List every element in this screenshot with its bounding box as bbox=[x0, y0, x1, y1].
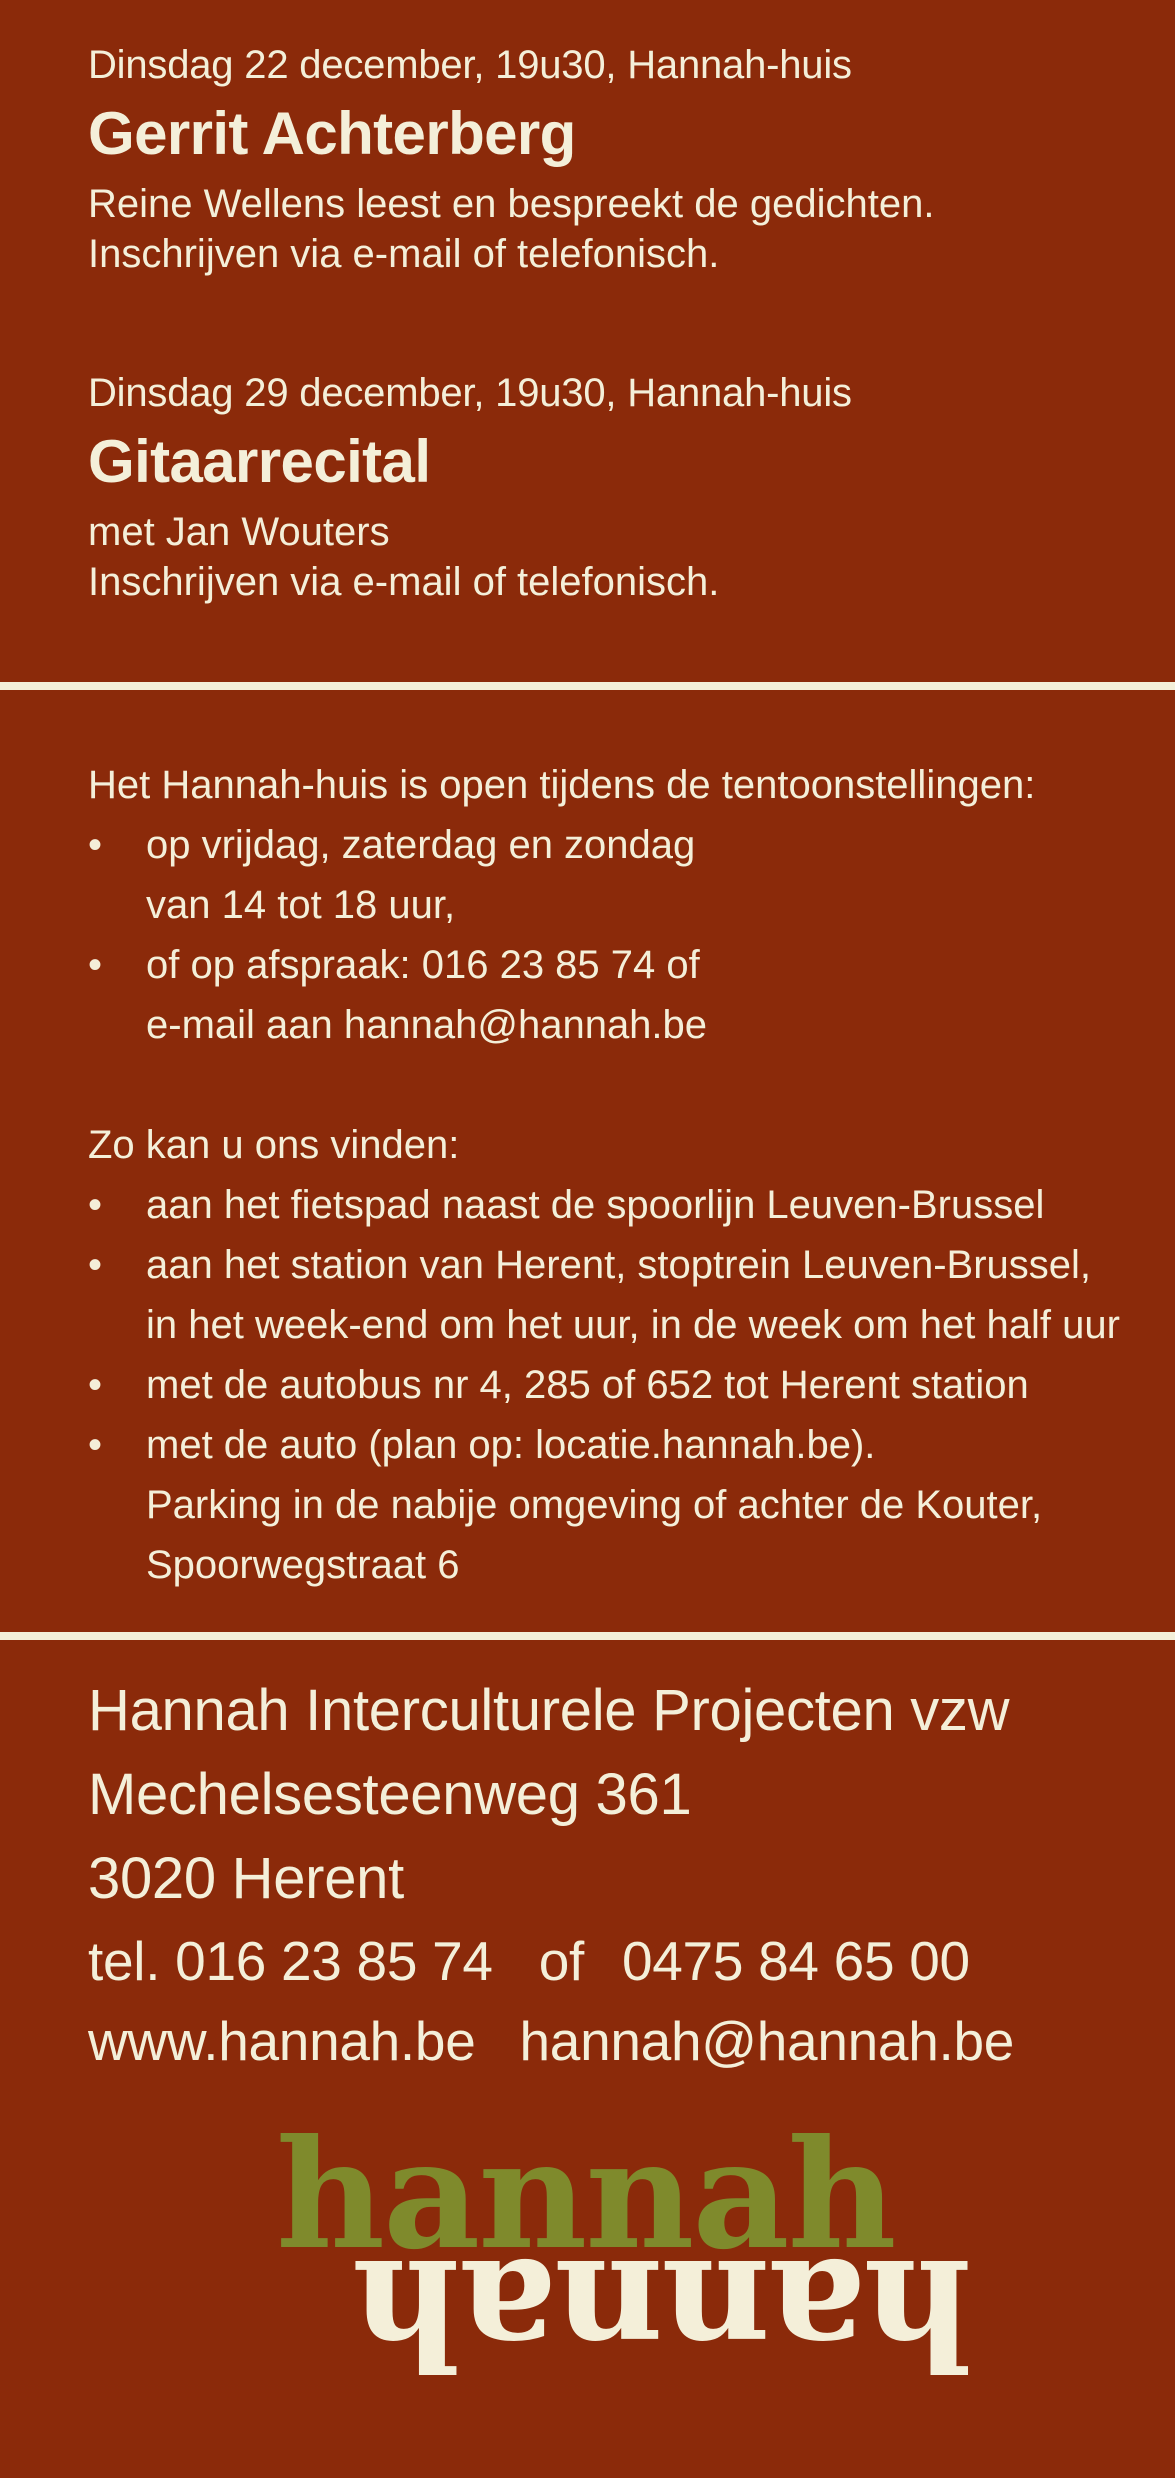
bullet-icon: • bbox=[88, 823, 103, 867]
divider-bottom bbox=[0, 1632, 1175, 1640]
event-registration: Inschrijven via e-mail of telefonisch. bbox=[88, 560, 720, 604]
list-item-line: met de autobus nr 4, 285 of 652 tot Herent station bbox=[146, 1363, 1029, 1407]
list-item bbox=[88, 1175, 1163, 1235]
divider-top bbox=[0, 682, 1175, 690]
logo-word-inverted: hannah bbox=[354, 2225, 973, 2401]
web-line bbox=[88, 2001, 1148, 2081]
info-section bbox=[0, 697, 1175, 1625]
directions bbox=[88, 1115, 1163, 1595]
list-item-line: van 14 tot 18 uur, bbox=[146, 883, 456, 927]
opening-heading: Het Hannah-huis is open tijdens de tentoonstellingen: bbox=[88, 763, 1036, 807]
list-item-line: Parking in de nabije omgeving of achter de Kouter, bbox=[146, 1483, 1043, 1527]
bullet-icon: • bbox=[88, 943, 103, 987]
event-gerrit-achterberg bbox=[88, 40, 1118, 279]
list-item bbox=[88, 1235, 1163, 1355]
website-link[interactable]: www.hannah.be bbox=[88, 2010, 476, 2072]
bullet-icon: • bbox=[88, 1423, 103, 1467]
email-link[interactable]: hannah@hannah.be bbox=[519, 2010, 1015, 2072]
contact-address bbox=[88, 1669, 1148, 2081]
bullet-icon: • bbox=[88, 1183, 103, 1227]
list-item bbox=[88, 935, 1163, 1055]
list-item-line: Spoorwegstraat 6 bbox=[146, 1543, 460, 1587]
street-address: Mechelsesteenweg 361 bbox=[88, 1762, 692, 1827]
event-title: Gitaarrecital bbox=[88, 428, 431, 495]
list-item-line: of op afspraak: 016 23 85 74 of bbox=[146, 943, 700, 987]
list-item-line: met de auto (plan op: locatie.hannah.be). bbox=[146, 1423, 876, 1467]
logo-word-upright: hannah bbox=[276, 2107, 895, 2283]
list-item bbox=[88, 1355, 1163, 1415]
telephone-line bbox=[88, 1921, 1148, 2001]
event-date: Dinsdag 22 december, 19u30, Hannah-huis bbox=[88, 43, 852, 87]
bullet-icon: • bbox=[88, 1363, 103, 1407]
list-item-line: in het week-end om het uur, in de week om het half uur bbox=[146, 1303, 1120, 1347]
telephone-or: of bbox=[538, 1930, 584, 1992]
event-gitaarrecital bbox=[88, 368, 1118, 607]
directions-heading: Zo kan u ons vinden: bbox=[88, 1123, 460, 1167]
event-registration: Inschrijven via e-mail of telefonisch. bbox=[88, 232, 720, 276]
opening-hours bbox=[88, 755, 1163, 1055]
list-item bbox=[88, 815, 1163, 935]
opening-list bbox=[88, 815, 1163, 1055]
hannah-logo bbox=[276, 2107, 973, 2410]
event-description: met Jan Wouters bbox=[88, 510, 390, 554]
event-title: Gerrit Achterberg bbox=[88, 100, 576, 167]
list-item-line: aan het station van Herent, stoptrein Leuven-Brussel, bbox=[146, 1243, 1091, 1287]
telephone-secondary[interactable]: 0475 84 65 00 bbox=[621, 1930, 970, 1992]
event-description: Reine Wellens leest en bespreekt de gedichten. bbox=[88, 182, 935, 226]
list-item-line: op vrijdag, zaterdag en zondag bbox=[146, 823, 696, 867]
list-item-line: e-mail aan hannah@hannah.be bbox=[146, 1003, 708, 1047]
events-section bbox=[0, 0, 1175, 683]
bullet-icon: • bbox=[88, 1243, 103, 1287]
list-item bbox=[88, 1415, 1163, 1595]
event-date: Dinsdag 29 december, 19u30, Hannah-huis bbox=[88, 371, 852, 415]
city-address: 3020 Herent bbox=[88, 1846, 404, 1911]
org-name: Hannah Interculturele Projecten vzw bbox=[88, 1678, 1010, 1743]
directions-list bbox=[88, 1175, 1163, 1595]
telephone-primary[interactable]: tel. 016 23 85 74 bbox=[88, 1930, 493, 1992]
list-item-line: aan het fietspad naast de spoorlijn Leuven-Brussel bbox=[146, 1183, 1045, 1227]
